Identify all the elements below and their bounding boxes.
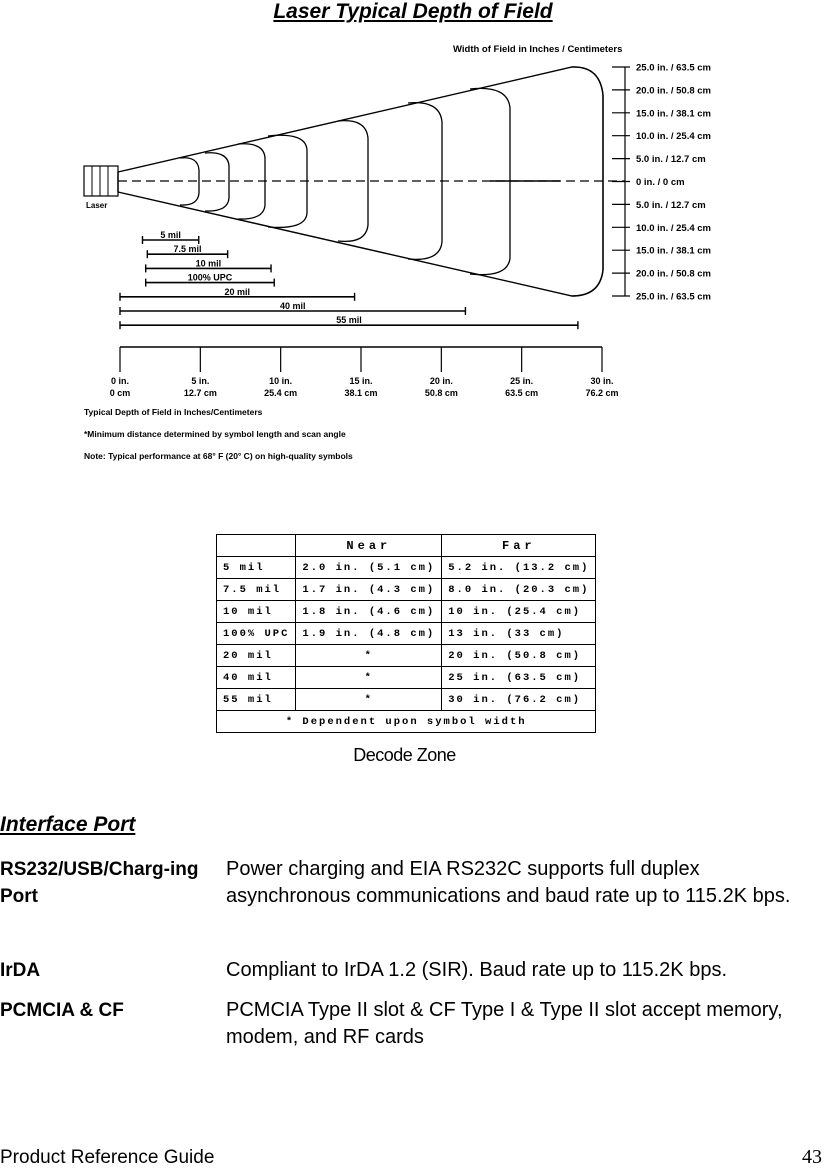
near-cell: 1.9 in. (4.8 cm): [296, 623, 442, 645]
symbol-cell: 20 mil: [217, 645, 296, 667]
laser-label: Laser: [86, 201, 108, 210]
decode-zone-header-row: [217, 535, 596, 557]
decode-zone-caption: Decode Zone: [353, 745, 456, 765]
note-typical-performance: Note: Typical performance at 68° F (20° C) on high-quality symbols: [84, 451, 353, 461]
range-bar-label: 5 mil: [160, 230, 181, 240]
decode-zone-footnote-row: [217, 711, 596, 733]
laser-scanner-icon: [84, 166, 118, 196]
page-title: Laser Typical Depth of Field: [273, 0, 553, 23]
width-tick-label: 10.0 in. / 25.4 cm: [636, 131, 711, 143]
far-cell: 25 in. (63.5 cm): [442, 667, 596, 689]
port-label: PCMCIA & CF: [0, 1000, 124, 1021]
width-tick-label: 25.0 in. / 63.5 cm: [636, 62, 711, 74]
decode-zone-row: [217, 645, 596, 667]
range-bar-label: 20 mil: [224, 286, 251, 297]
header-near: Near: [296, 535, 442, 557]
near-cell: *: [296, 645, 442, 667]
far-cell: 10 in. (25.4 cm): [442, 601, 596, 623]
range-bar-label: 55 mil: [336, 315, 362, 326]
far-cell: 30 in. (76.2 cm): [442, 689, 596, 711]
symbol-cell: 10 mil: [217, 601, 296, 623]
width-tick-label: 20.0 in. / 50.8 cm: [636, 268, 711, 280]
header-far: Far: [442, 535, 596, 557]
near-cell: 1.7 in. (4.3 cm): [296, 579, 442, 601]
depth-tick-label: 20 in.: [429, 376, 453, 386]
symbol-cell: 55 mil: [217, 689, 296, 711]
range-bar-label: 40 mil: [279, 301, 306, 311]
depth-tick-label: 0 in.: [110, 376, 130, 386]
width-tick-label: 0 in. / 0 cm: [636, 177, 685, 188]
near-cell: 2.0 in. (5.1 cm): [296, 557, 442, 579]
depth-tick-label: 25 in.: [510, 376, 534, 386]
depth-tick-label: 5 in.: [191, 376, 210, 386]
symbol-cell: 40 mil: [217, 667, 296, 689]
header-blank: [217, 535, 296, 557]
axis-caption: Typical Depth of Field in Inches/Centimeters: [84, 407, 263, 417]
near-cell: *: [296, 689, 442, 711]
far-cell: 20 in. (50.8 cm): [442, 645, 596, 667]
near-cell: *: [296, 667, 442, 689]
depth-tick-label-cm: 76.2 cm: [585, 388, 619, 398]
port-label: IrDA: [0, 960, 41, 981]
depth-of-field-diagram: [0, 30, 826, 470]
depth-tick-label-cm: 63.5 cm: [505, 388, 539, 398]
decode-zone-row: [217, 579, 596, 601]
symbol-cell: 5 mil: [217, 557, 296, 579]
port-description: PCMCIA Type II slot & CF Type I & Type II slot accept memory, modem, and RF cards: [226, 999, 783, 1048]
width-tick-label: 15.0 in. / 38.1 cm: [636, 108, 711, 120]
depth-tick-label-cm: 0 cm: [109, 388, 131, 398]
port-description: Power charging and EIA RS232C supports full duplex asynchronous communications and baud rate up to 115.2K bps.: [226, 858, 791, 907]
footer-guide-title: Product Reference Guide: [0, 1147, 215, 1168]
depth-tick-label: 30 in.: [590, 376, 614, 386]
width-tick-label: 20.0 in. / 50.8 cm: [636, 85, 711, 97]
near-cell: 1.8 in. (4.6 cm): [296, 601, 442, 623]
depth-tick-label: 15 in.: [349, 376, 373, 386]
width-tick-label: 5.0 in. / 12.7 cm: [636, 154, 706, 166]
interface-port-heading: Interface Port: [0, 813, 136, 836]
depth-axis: [110, 347, 619, 398]
width-tick-label: 5.0 in. / 12.7 cm: [636, 199, 706, 211]
port-description: Compliant to IrDA 1.2 (SIR). Baud rate up to 115.2K bps.: [226, 959, 728, 981]
decode-zone-row: [217, 601, 596, 623]
depth-tick-label-cm: 50.8 cm: [424, 388, 458, 398]
decode-zone-row: [217, 623, 596, 645]
width-of-field-header: Width of Field in Inches / Centimeters: [453, 44, 623, 55]
range-bar-label: 10 mil: [195, 258, 222, 269]
port-label: RS232/USB/Charg-ing Port: [0, 859, 199, 907]
depth-tick-label: 10 in.: [269, 376, 293, 386]
far-cell: 5.2 in. (13.2 cm): [442, 557, 596, 579]
width-tick-label: 25.0 in. / 63.5 cm: [636, 291, 711, 303]
page-number: 43: [802, 1146, 822, 1168]
symbol-cell: 7.5 mil: [217, 579, 296, 601]
width-scale: [612, 63, 711, 303]
range-bar-label: 7.5 mil: [173, 244, 202, 255]
decode-zone-row: [217, 689, 596, 711]
depth-tick-label-cm: 12.7 cm: [183, 388, 217, 398]
far-cell: 13 in. (33 cm): [442, 623, 596, 645]
range-bar-label: 100% UPC: [187, 272, 233, 283]
decode-zone-row: [217, 667, 596, 689]
width-tick-label: 15.0 in. / 38.1 cm: [636, 245, 711, 257]
symbol-cell: 100% UPC: [217, 623, 296, 645]
decode-zone-row: [217, 557, 596, 579]
depth-tick-label-cm: 25.4 cm: [264, 388, 298, 398]
decode-zone-footnote: * Dependent upon symbol width: [217, 711, 596, 733]
far-cell: 8.0 in. (20.3 cm): [442, 579, 596, 601]
depth-tick-label-cm: 38.1 cm: [344, 388, 378, 398]
note-minimum-distance: *Minimum distance determined by symbol length and scan angle: [84, 429, 346, 439]
width-tick-label: 10.0 in. / 25.4 cm: [636, 222, 711, 234]
decode-zone-table: [216, 534, 596, 733]
